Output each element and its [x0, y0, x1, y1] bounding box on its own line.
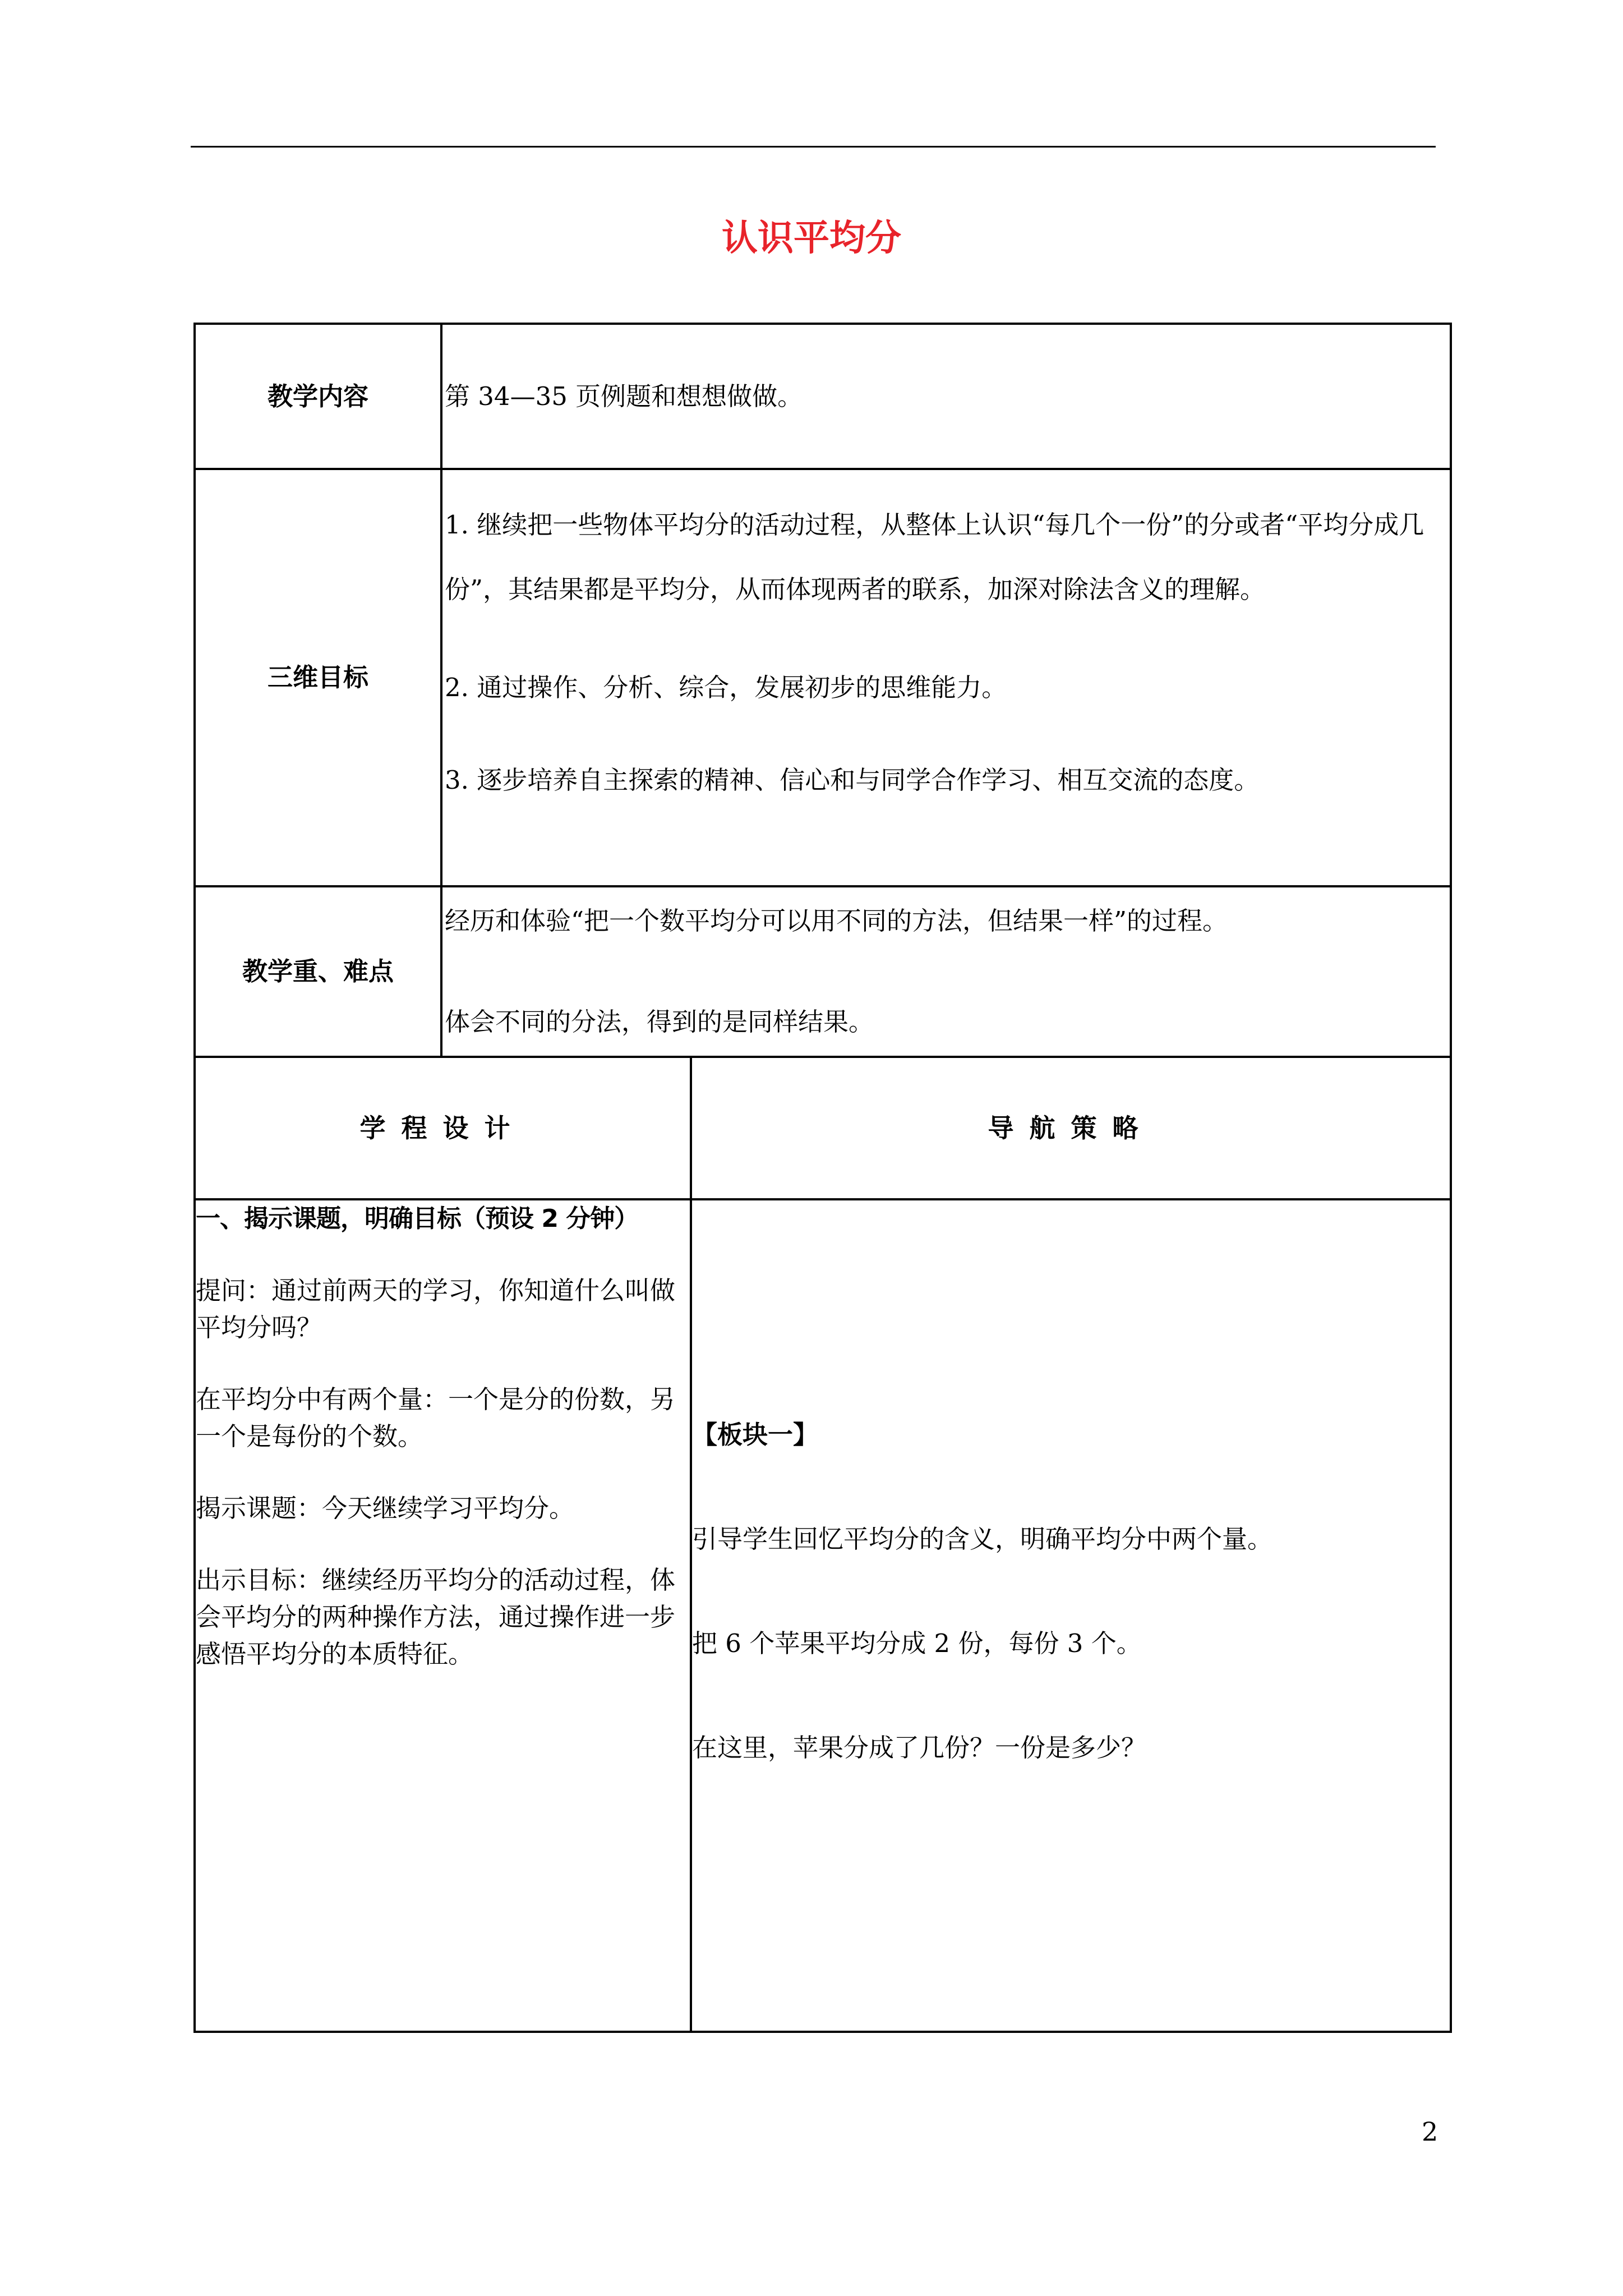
page-title: 认识平均分 — [722, 218, 901, 259]
row-column-headers — [195, 1057, 1451, 1199]
teaching-content-text: 第 34—35 页例题和想想做做。 — [441, 324, 1451, 469]
left-paragraph-4: 出示目标：继续经历平均分的活动过程，体会平均分的两种操作方法，通过操作进一步感悟平均分的本质特征。 — [196, 1565, 676, 1669]
header-rule — [191, 146, 1436, 148]
key-point-1: 经历和体验“把一个数平均分可以用不同的方法，但结果一样”的过程。 — [445, 906, 1228, 936]
page-number: 2 — [1422, 2116, 1438, 2147]
guide-strategy-cell — [691, 1199, 1451, 2032]
goals-content — [441, 469, 1451, 886]
left-paragraph-3: 揭示课题：今天继续学习平均分。 — [196, 1493, 575, 1523]
column-header-guide-strategy: 导航策略 — [691, 1057, 1451, 1199]
goal-item-2: 2. 通过操作、分析、综合，发展初步的思维能力。 — [445, 673, 1007, 702]
goal-item-1: 1. 继续把一些物体平均分的活动过程，从整体上认识“每几个一份”的分或者“平均分成几份”，其结果都是平均分，从而体现两者的联系，加深对除法含义的理解。 — [445, 510, 1424, 604]
left-paragraph-2: 在平均分中有两个量：一个是分的份数，另一个是每份的个数。 — [196, 1384, 676, 1451]
board-label: 【板块一】 — [692, 1420, 819, 1450]
lesson-plan-table — [193, 323, 1452, 2033]
row-goals — [195, 469, 1451, 886]
label-key-points: 教学重、难点 — [195, 886, 441, 1057]
right-paragraph-2: 把 6 个苹果平均分成 2 份，每份 3 个。 — [692, 1628, 1142, 1658]
label-teaching-content: 教学内容 — [195, 324, 441, 469]
learning-design-cell — [195, 1199, 691, 2032]
label-goals: 三维目标 — [195, 469, 441, 886]
goal-item-3: 3. 逐步培养自主探索的精神、信心和与同学合作学习、相互交流的态度。 — [445, 765, 1260, 795]
key-point-2: 体会不同的分法，得到的是同样结果。 — [445, 1007, 874, 1037]
row-key-points — [195, 886, 1451, 1057]
section-heading: 一、揭示课题，明确目标（预设 2 分钟） — [196, 1204, 639, 1233]
row-lesson-body — [195, 1199, 1451, 2032]
right-paragraph-3: 在这里，苹果分成了几份？一份是多少？ — [692, 1733, 1147, 1763]
right-paragraph-1: 引导学生回忆平均分的含义，明确平均分中两个量。 — [692, 1524, 1273, 1554]
column-header-learning-design: 学程设计 — [195, 1057, 691, 1199]
left-paragraph-1: 提问：通过前两天的学习，你知道什么叫做平均分吗？ — [196, 1276, 676, 1342]
key-points-content — [441, 886, 1451, 1057]
row-teaching-content — [195, 324, 1451, 469]
